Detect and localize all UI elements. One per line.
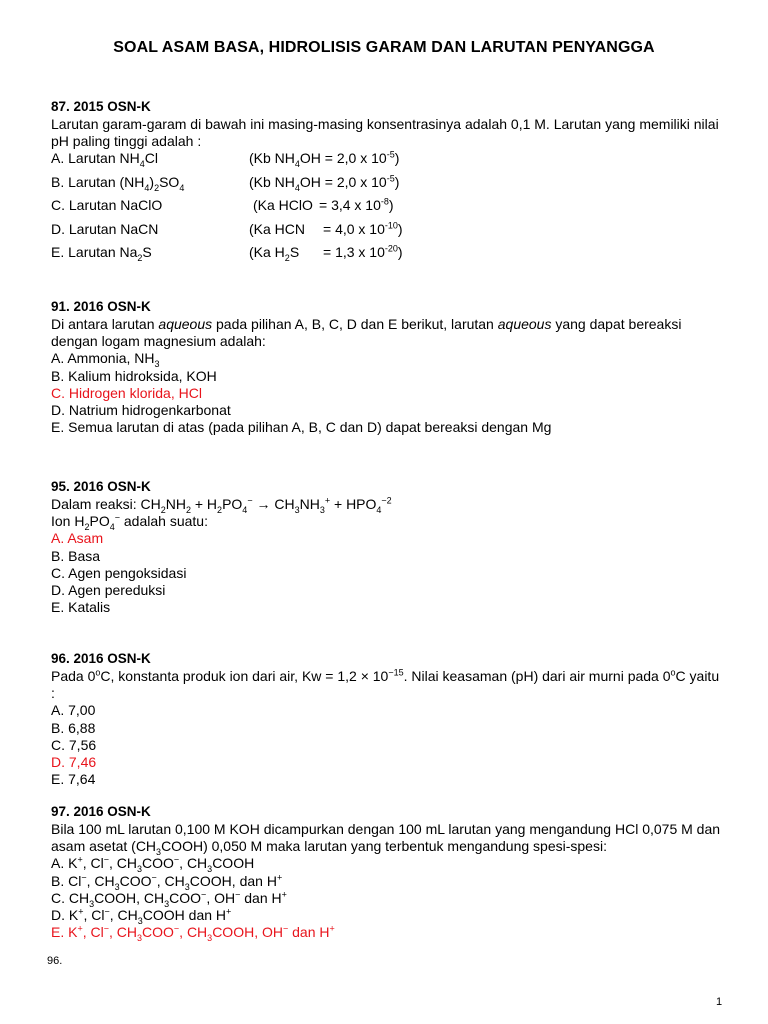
question-97 (51, 804, 741, 944)
reaction-equation: Dalam reaksi: $CH_2NH_2 + H_2PO_4^- \to CH_3NH_3^+ + HPO_4^{-2}$ (51, 495, 392, 515)
option-b: B. Cl−, $CH_3COO^-$, $CH_3COOH$, dan H+ (51, 871, 283, 892)
option-b: B. 6,88 (51, 719, 96, 736)
option-b: B. Larutan $(NH_4)_2SO_4$ (Kb $NH_4OH = 2,0$ x $10^{-5}$) (51, 173, 400, 193)
question-95 (51, 479, 741, 616)
question-stem: Pada 0$^o$C, konstanta produk ion dari air, $Kw = 1,2 \times 10^{-15}$. Nilai keasaman (pH) dari air murni pada 0$^o$C yaitu : (51, 667, 720, 702)
option-a: A. K+, Cl−, $CH_3COO^-$, $CH_3COOH$ (51, 854, 255, 875)
option-e: E. 7,64 (51, 771, 96, 788)
option-e: E. Larutan $Na_2S$ (Ka $H_2S = 1,3$ x $10^{-20}$) (51, 243, 403, 264)
option-e: E. Semua larutan di atas (pada pilihan A, B, C dan D) dapat bereaksi dengan Mg (51, 419, 552, 436)
question-header: 97. 2016 OSN-K (51, 804, 151, 819)
option-a: A. 7,00 (51, 702, 96, 719)
option-d: D. K+, Cl−, $CH_3COOH$ dan H+ (51, 906, 232, 926)
option-b: B. Basa (51, 547, 101, 564)
option-c: C. Larutan NaClO (Ka HClO = 3,4 x $10^{-8}$) (51, 196, 394, 214)
option-a-answer: A. Asam (51, 530, 104, 547)
question-stem: Ion $H_2PO_4^-$ adalah suatu: (51, 512, 208, 532)
question-stem: Di antara larutan aqueous pada pilihan A, B, C, D dan E berikut, larutan aqueous yang dapat bereaksi dengan logam magnesium adalah: (51, 316, 682, 350)
option-d-answer: D. 7,46 (51, 754, 97, 771)
option-c: C. $CH_3COOH$, $CH_3COO^-$, OH− dan H+ (51, 889, 287, 909)
page-number: 1 (716, 996, 723, 1008)
question-header: 87. 2015 OSN-K (51, 99, 151, 114)
option-c: C. Agen pengoksidasi (51, 564, 187, 581)
option-e-answer: E. K+, Cl−, $CH_3COO^-$, $CH_3COOH$, OH− dan H+ (51, 923, 335, 944)
option-a: A. Larutan $NH_4Cl$ (Kb $NH_4OH = 2,0$ x $10^{-5}$) (51, 149, 400, 170)
page-title: SOAL ASAM BASA, HIDROLISIS GARAM DAN LARUTAN PENYANGGA (113, 39, 655, 56)
option-b: B. Kalium hidroksida, KOH (51, 367, 217, 384)
footer-note: 96. (47, 955, 63, 967)
option-c: C. 7,56 (51, 736, 97, 753)
question-header: 91. 2016 OSN-K (51, 299, 151, 314)
option-d: D. Natrium hidrogenkarbonat (51, 402, 231, 419)
question-header: 96. 2016 OSN-K (51, 651, 151, 666)
question-header: 95. 2016 OSN-K (51, 479, 151, 494)
question-stem: Larutan garam-garam di bawah ini masing-masing konsentrasinya adalah 0,1 M. Larutan yang memiliki nilai pH paling tinggi adalah : (51, 116, 719, 150)
option-e: E. Katalis (51, 599, 111, 616)
option-c-answer: C. Hidrogen klorida, HCl (51, 384, 202, 401)
question-stem: Bila 100 mL larutan 0,100 M KOH dicampurkan dengan 100 mL larutan yang mengandung HCl 0,075 M dan asam asetat $(CH_3COOH)$ 0,050 M maka larutan yang terbentuk mengandung spesi-spesi: (51, 821, 721, 857)
question-87 (51, 99, 741, 264)
option-a: A. Ammonia, $NH_3$ (51, 350, 160, 370)
question-91 (51, 299, 741, 436)
option-d: D. Larutan NaCN (Ka HCN = 4,0 x $10^{-10}$) (51, 220, 403, 237)
option-d: D. Agen pereduksi (51, 582, 166, 599)
question-96 (51, 651, 741, 788)
